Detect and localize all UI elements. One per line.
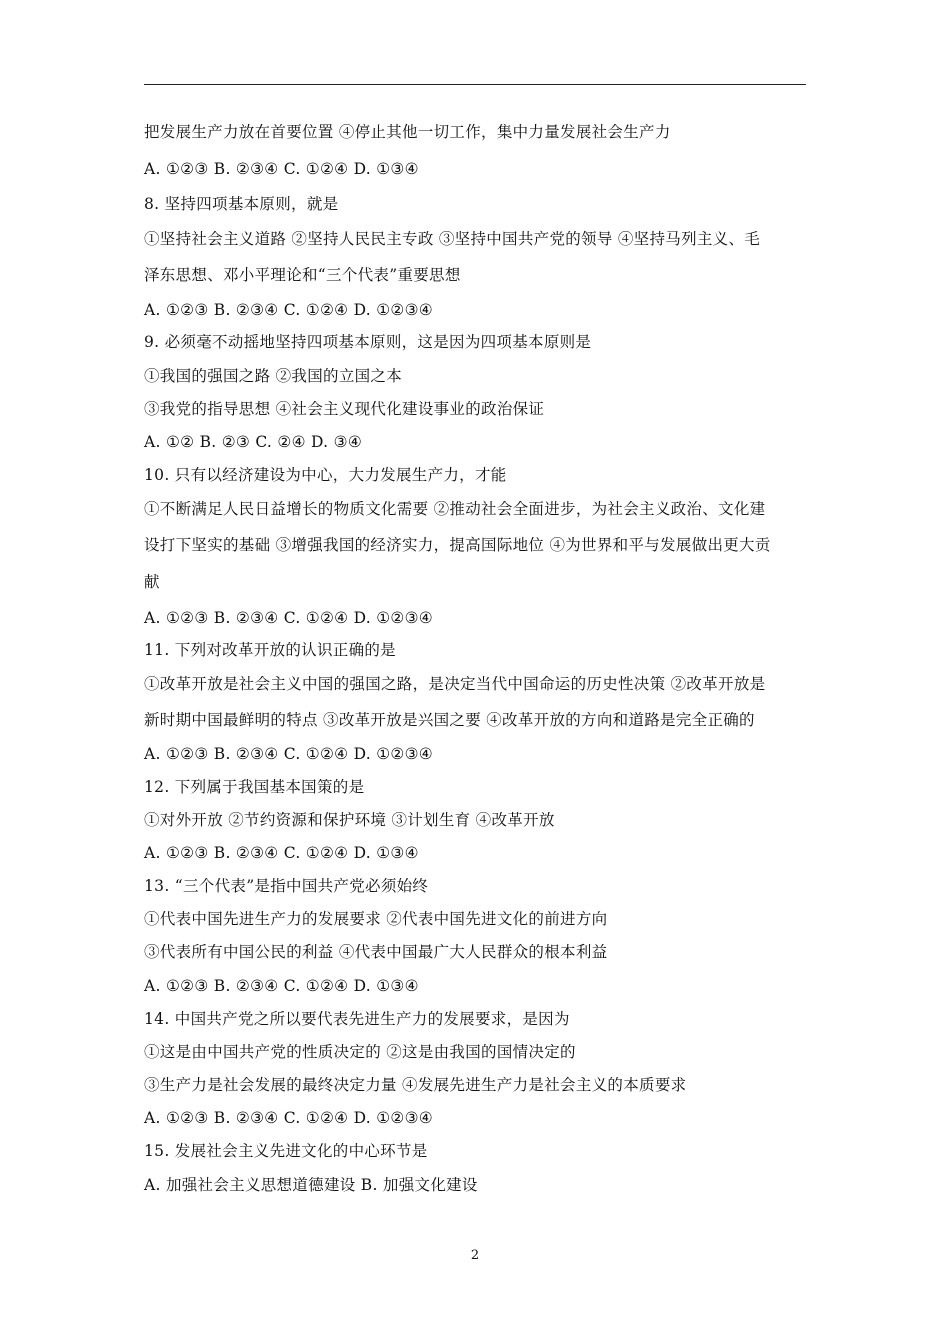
- answer-options: A. ①②③ B. ②③④ C. ①②④ D. ①③④: [144, 977, 419, 995]
- text-line: ①这是由中国共产党的性质决定的 ②这是由我国的国情决定的: [144, 1043, 576, 1061]
- question-10: 10. 只有以经济建设为中心，大力发展生产力，才能: [144, 466, 507, 484]
- answer-options: A. ①②③ B. ②③④ C. ①②④ D. ①②③④: [144, 1109, 434, 1127]
- text-line: ①代表中国先进生产力的发展要求 ②代表中国先进文化的前进方向: [144, 910, 608, 928]
- text-line: ①对外开放 ②节约资源和保护环境 ③计划生育 ④改革开放: [144, 811, 555, 829]
- question-13: 13. “三个代表”是指中国共产党必须始终: [144, 877, 429, 895]
- answer-options: A. ①②③ B. ②③④ C. ①②④ D. ①②③④: [144, 745, 434, 763]
- answer-options: A. ①②③ B. ②③④ C. ①②④ D. ①③④: [144, 160, 419, 178]
- text-line: ①我国的强国之路 ②我国的立国之本: [144, 367, 403, 385]
- text-line: ①不断满足人民日益增长的物质文化需要 ②推动社会全面进步，为社会主义政治、文化建: [144, 500, 766, 518]
- text-line: ③生产力是社会发展的最终决定力量 ④发展先进生产力是社会主义的本质要求: [144, 1076, 687, 1094]
- text-line: 把发展生产力放在首要位置 ④停止其他一切工作，集中力量发展社会生产力: [144, 123, 671, 141]
- question-15: 15. 发展社会主义先进文化的中心环节是: [144, 1142, 428, 1160]
- answer-options: A. 加强社会主义思想道德建设 B. 加强文化建设: [144, 1176, 478, 1194]
- question-12: 12. 下列属于我国基本国策的是: [144, 778, 365, 796]
- answer-options: A. ①②③ B. ②③④ C. ①②④ D. ①②③④: [144, 301, 434, 319]
- text-line: 新时期中国最鲜明的特点 ③改革开放是兴国之要 ④改革开放的方向和道路是完全正确的: [144, 711, 755, 729]
- text-line: ③代表所有中国公民的利益 ④代表中国最广大人民群众的根本利益: [144, 943, 608, 961]
- header-rule: [144, 84, 806, 85]
- question-9: 9. 必须毫不动摇地坚持四项基本原则，这是因为四项基本原则是: [144, 333, 592, 351]
- text-line: 献: [144, 573, 160, 591]
- text-line: ①坚持社会主义道路 ②坚持人民民主专政 ③坚持中国共产党的领导 ④坚持马列主义、毛: [144, 230, 761, 248]
- text-line: 设打下坚实的基础 ③增强我国的经济实力，提高国际地位 ④为世界和平与发展做出更大贡: [144, 536, 771, 554]
- text-line: ③我党的指导思想 ④社会主义现代化建设事业的政治保证: [144, 400, 545, 418]
- answer-options: A. ①② B. ②③ C. ②④ D. ③④: [144, 433, 363, 451]
- question-11: 11. 下列对改革开放的认识正确的是: [144, 641, 396, 659]
- text-line: 泽东思想、邓小平理论和“三个代表”重要思想: [144, 266, 461, 284]
- question-8: 8. 坚持四项基本原则，就是: [144, 195, 339, 213]
- text-line: ①改革开放是社会主义中国的强国之路，是决定当代中国命运的历史性决策 ②改革开放是: [144, 675, 766, 693]
- answer-options: A. ①②③ B. ②③④ C. ①②④ D. ①③④: [144, 844, 419, 862]
- page-number: 2: [470, 1248, 480, 1263]
- answer-options: A. ①②③ B. ②③④ C. ①②④ D. ①②③④: [144, 609, 434, 627]
- question-14: 14. 中国共产党之所以要代表先进生产力的发展要求，是因为: [144, 1010, 570, 1028]
